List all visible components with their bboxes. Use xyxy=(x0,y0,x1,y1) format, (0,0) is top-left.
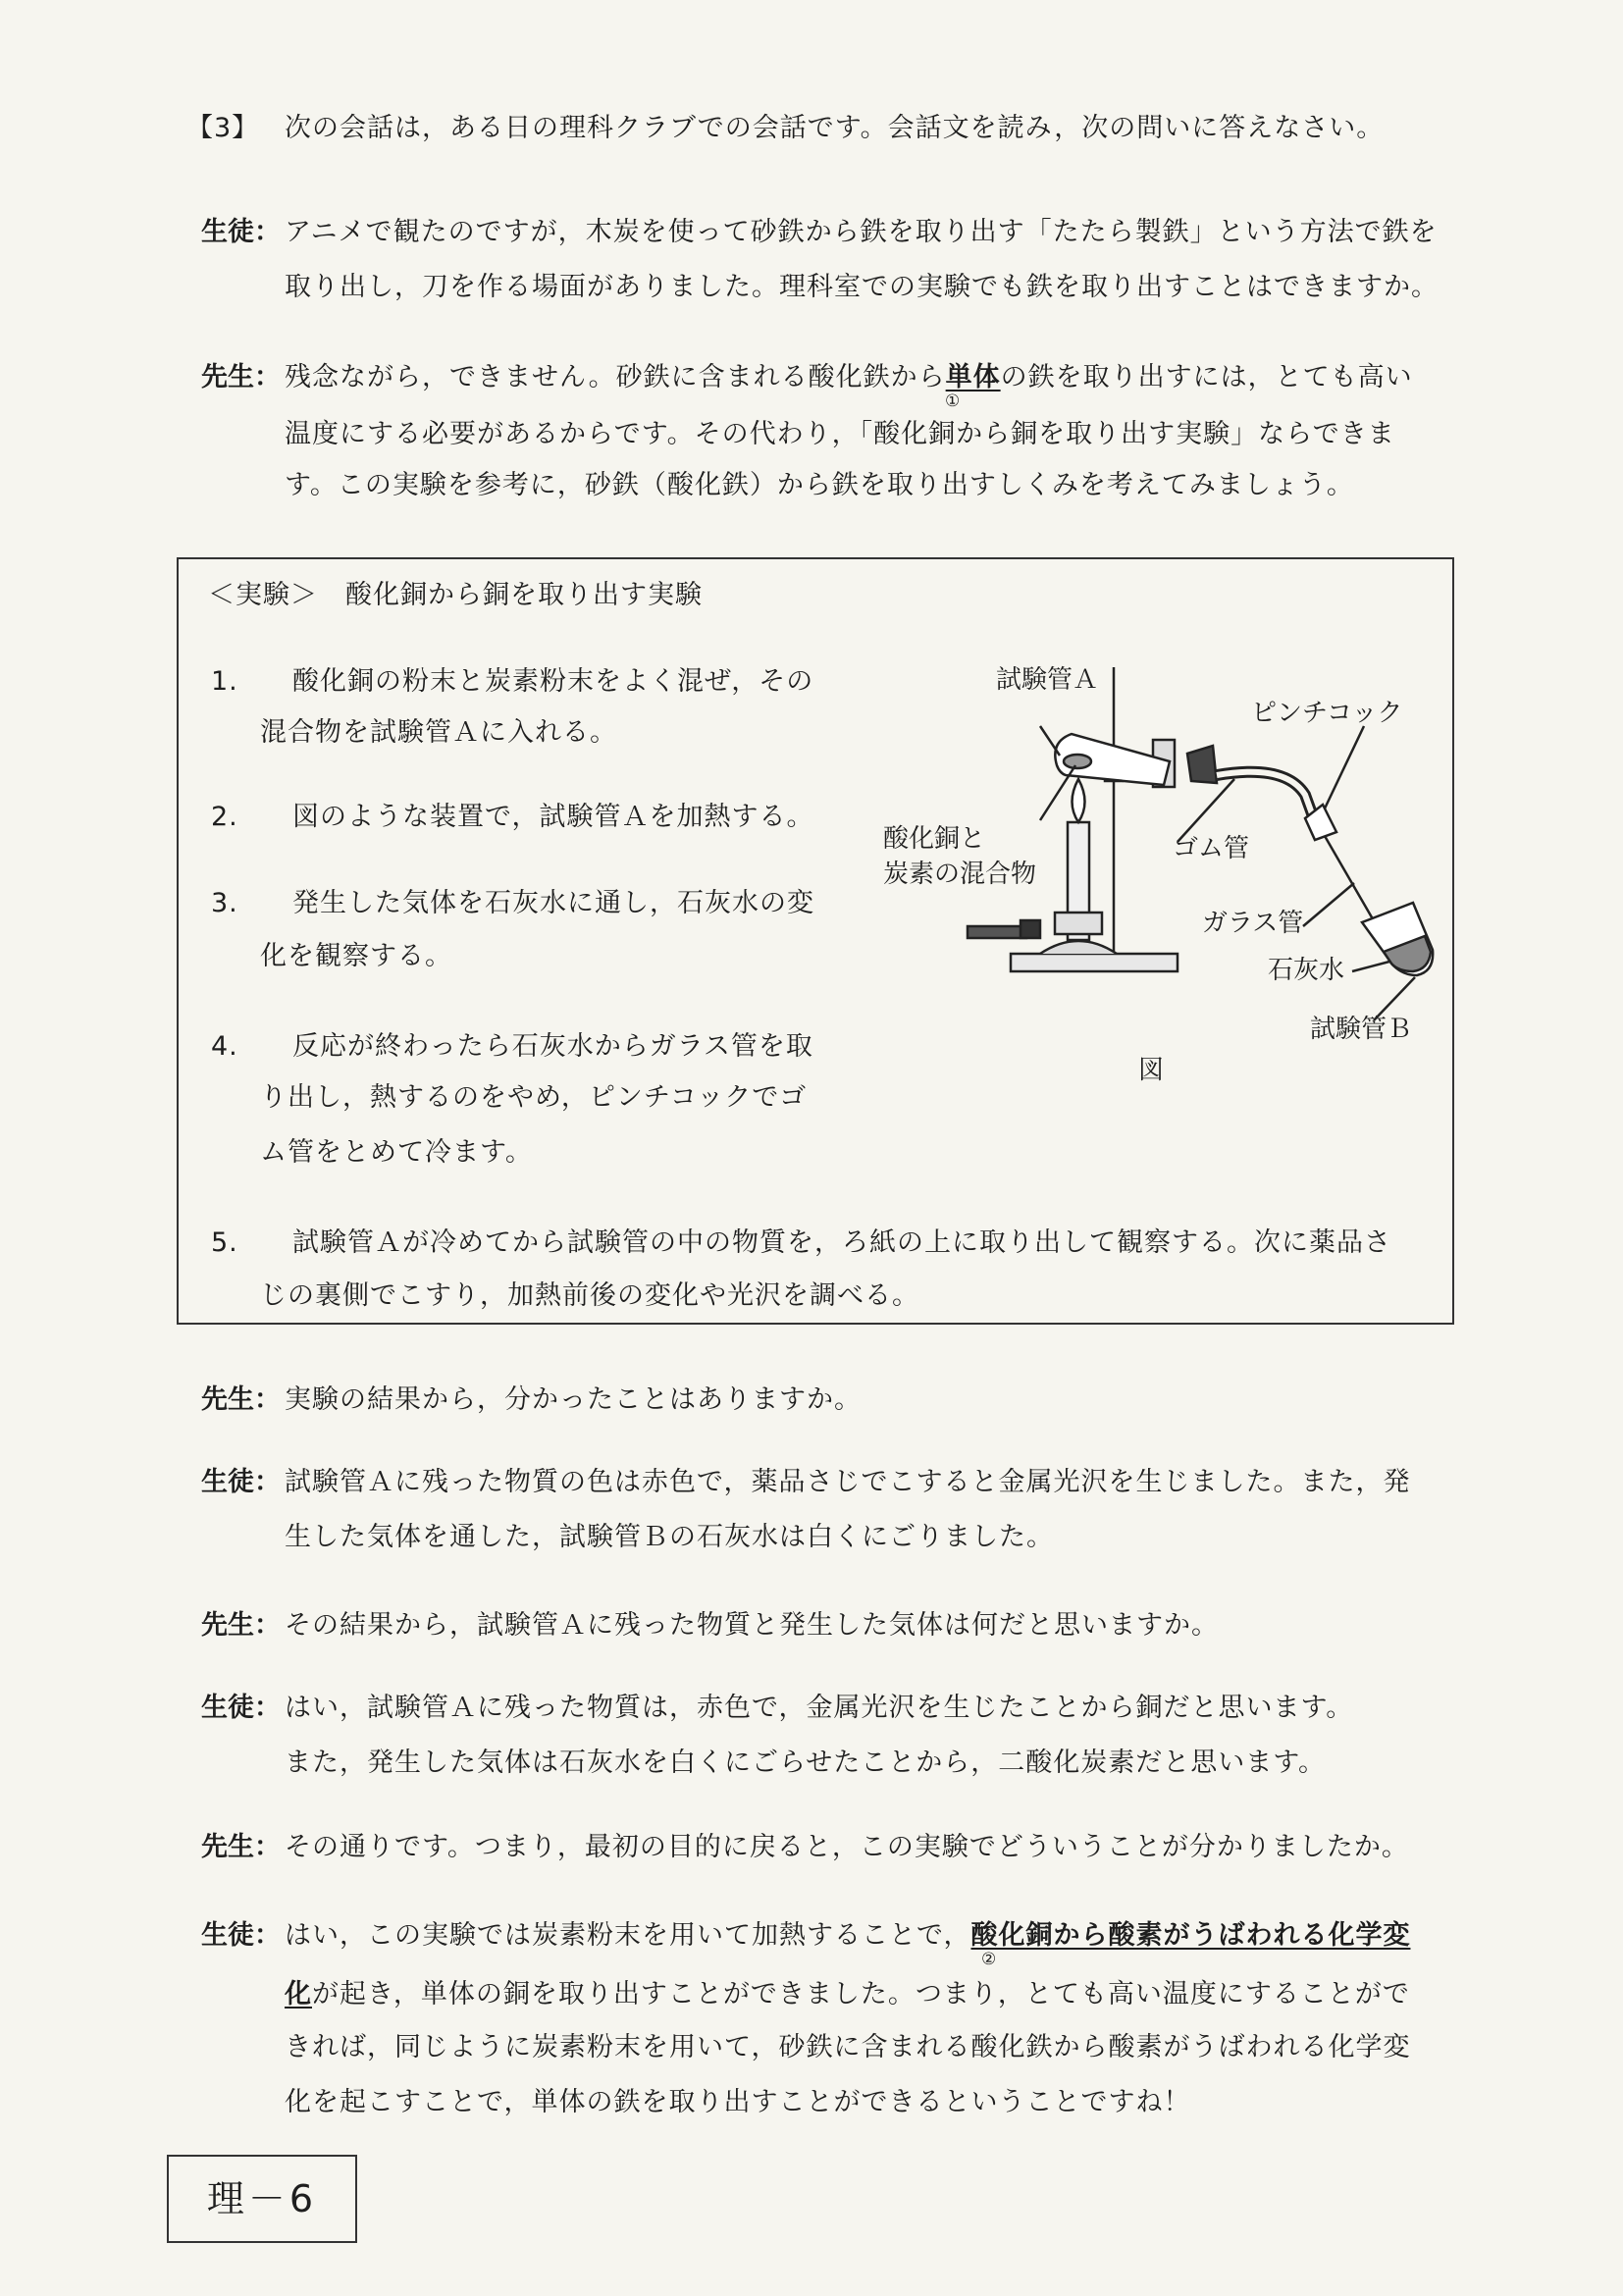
student-line-4b: 化が起き，単体の銅を取り出すことができました。つまり，とても高い温度にすることがで xyxy=(285,1979,1410,2009)
speaker-student: 生徒： xyxy=(201,1467,281,1497)
step-2-line-1: 図のような装置で，試験管Ａを加熱する。 xyxy=(292,802,814,832)
step-3-number: 3. xyxy=(211,888,238,918)
teacher-line-2: 実験の結果から，分かったことはありますか。 xyxy=(285,1384,862,1415)
student-line-4c: きれば，同じように炭素粉末を用いて，砂鉄に含まれる酸化鉄から酸素がうばわれる化学変 xyxy=(285,2032,1411,2062)
student-line-1: アニメで観たのですが，木炭を使って砂鉄から鉄を取り出す「たたら製鉄」という方法で鉄を xyxy=(285,217,1438,247)
question-instruction: 次の会話は，ある日の理科クラブでの会話です。会話文を読み，次の問いに答えなさい。 xyxy=(285,113,1385,143)
step-5-line-1: 試験管Ａが冷めてから試験管の中の物質を，ろ紙の上に取り出して観察する。次に薬品さ xyxy=(292,1227,1391,1258)
speaker-teacher: 先生： xyxy=(201,1610,281,1641)
speaker-student: 生徒： xyxy=(201,217,281,247)
student-line-3b: また，発生した気体は石灰水を白くにごらせたことから，二酸化炭素だと思います。 xyxy=(285,1748,1327,1778)
teacher-line-3: す。この実験を参考に，砂鉄（酸化鉄）から鉄を取り出すしくみを考えてみましょう。 xyxy=(285,470,1354,500)
step-5-line-2: じの裏側でこすり，加熱前後の変化や光沢を調べる。 xyxy=(260,1280,919,1311)
step-4-line-3: ム管をとめて冷ます。 xyxy=(260,1137,533,1168)
student-line-4d: 化を起こすことで，単体の鉄を取り出すことができるということですね！ xyxy=(285,2087,1191,2117)
step-4-line-2: り出し，熱するのをやめ，ピンチコックでゴ xyxy=(260,1082,808,1113)
underline-marker-2: ② xyxy=(981,1950,997,1969)
speaker-student: 生徒： xyxy=(201,1920,281,1951)
student-line-2b: 生した気体を通した，試験管Ｂの石灰水は白くにごりました。 xyxy=(285,1522,1054,1552)
stopper xyxy=(1187,746,1217,783)
student-line-2a: 試験管Ａに残った物質の色は赤色で，薬品さじでこすると金属光沢を生じました。また，発 xyxy=(285,1467,1411,1497)
experiment-title: ＜実験＞ 酸化銅から銅を取り出す実験 xyxy=(208,580,703,610)
step-4-line-1: 反応が終わったら石灰水からガラス管を取 xyxy=(292,1031,813,1062)
page-number: 理－6 xyxy=(167,2155,357,2243)
speaker-student: 生徒： xyxy=(201,1693,281,1723)
step-3-line-2: 化を観察する。 xyxy=(260,941,452,971)
step-1-number: 1. xyxy=(211,666,238,697)
step-5-number: 5. xyxy=(211,1227,238,1258)
teacher-line-1: 残念ながら，できません。砂鉄に含まれる酸化鉄から単体の鉄を取り出すには，とても高い xyxy=(285,362,1413,392)
underline-1: 単体 xyxy=(945,362,1001,392)
label-test-tube-a: 試験管Ａ xyxy=(996,665,1099,695)
label-limewater: 石灰水 xyxy=(1268,956,1345,985)
student-line-3a: はい，試験管Ａに残った物質は，赤色で，金属光沢を生じたことから銅だと思います。 xyxy=(285,1693,1354,1723)
mixture xyxy=(1064,755,1091,768)
step-1-line-2: 混合物を試験管Ａに入れる。 xyxy=(260,717,617,748)
speaker-teacher: 先生： xyxy=(201,1384,281,1415)
label-glass-tube: ガラス管 xyxy=(1202,909,1304,938)
label-mixture-2: 炭素の混合物 xyxy=(883,860,1037,889)
underline-2: 酸化銅から酸素がうばわれる化学変 xyxy=(970,1920,1411,1951)
stand-base xyxy=(1011,954,1178,971)
student-line-4a: はい，この実験では炭素粉末を用いて加熱することで，酸化銅から酸素がうばわれる化学変 xyxy=(285,1920,1411,1951)
figure-caption: 図 xyxy=(1138,1056,1165,1085)
underline-marker-1: ① xyxy=(945,391,961,411)
step-1-line-1: 酸化銅の粉末と炭素粉末をよく混ぜ，その xyxy=(292,666,814,697)
step-3-line-1: 発生した気体を石灰水に通し，石灰水の変 xyxy=(292,888,814,918)
label-rubber-tube: ゴム管 xyxy=(1173,834,1250,863)
step-4-number: 4. xyxy=(211,1031,238,1062)
flame xyxy=(1073,779,1085,822)
rubber-tube xyxy=(1217,772,1313,816)
speaker-teacher: 先生： xyxy=(201,362,281,392)
step-2-number: 2. xyxy=(211,802,238,832)
student-line-2: 取り出し，刀を作る場面がありました。理科室での実験でも鉄を取り出すことはできますか。 xyxy=(285,272,1439,302)
label-mixture-1: 酸化銅と xyxy=(883,824,986,854)
teacher-line-4: その通りです。つまり，最初の目的に戻ると，この実験でどういうことが分かりましたか。 xyxy=(285,1832,1409,1862)
label-test-tube-b: 試験管Ｂ xyxy=(1310,1015,1413,1044)
question-number: 【3】 xyxy=(186,113,260,143)
speaker-teacher: 先生： xyxy=(201,1832,281,1862)
label-pinchcock: ピンチコック xyxy=(1251,699,1403,728)
teacher-line-2: 温度にする必要があるからです。その代わり，「酸化銅から銅を取り出す実験」ならできま xyxy=(285,419,1395,449)
teacher-line-3: その結果から，試験管Ａに残った物質と発生した気体は何だと思いますか。 xyxy=(285,1610,1219,1641)
